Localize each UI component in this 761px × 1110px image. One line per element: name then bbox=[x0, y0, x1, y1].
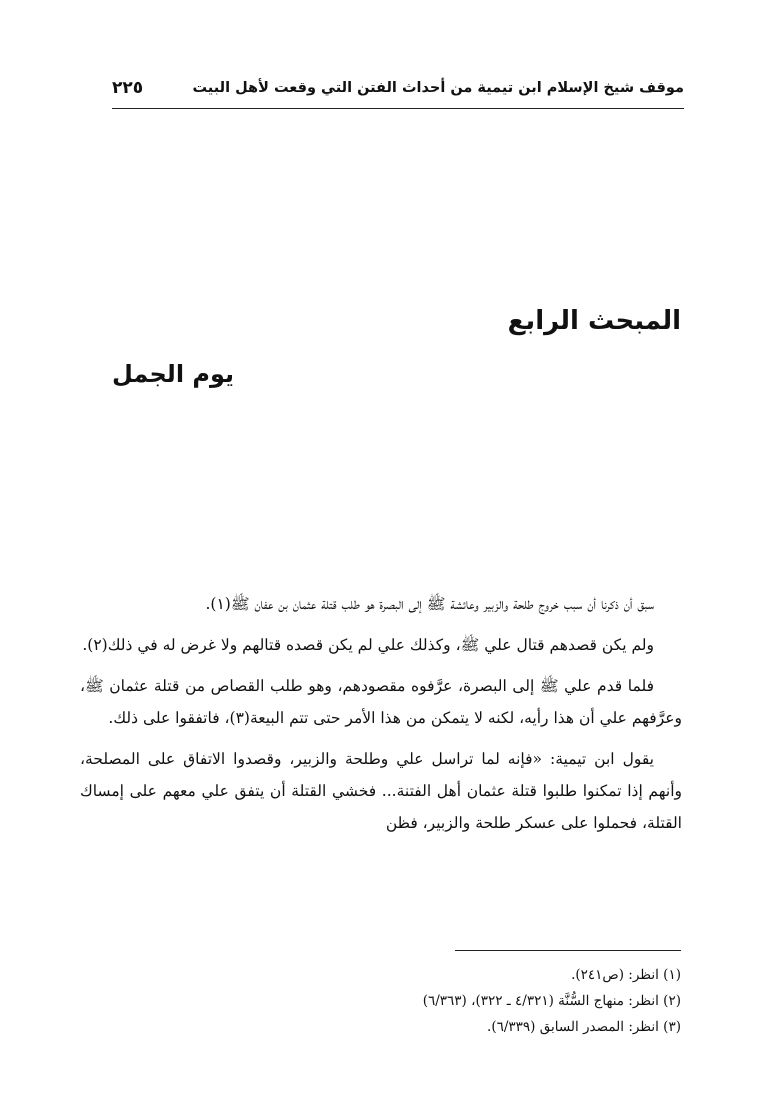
body-text bbox=[80, 588, 682, 848]
footnote-separator bbox=[455, 950, 681, 951]
paragraph: ولم يكن قصدهم قتال علي ﷺ، وكذلك علي لم يكن قصده قتالهم ولا غرض له في ذلك(٢). bbox=[82, 636, 654, 654]
paragraph: سبق أن ذكرنا أن سبب خروج طلحة والزبير وعائشة ﷺ إلى البصرة هو طلب قتلة عثمان بن عفان ﷺ(١). bbox=[205, 595, 654, 613]
footnote: (١) انظر: (ص٢٤١). bbox=[571, 967, 681, 983]
paragraph: يقول ابن تيمية: «فإنه لما تراسل علي وطلحة والزبير، وقصدوا الاتفاق على المصلحة، وأنهم إذا تمكنوا طلبوا قتلة عثمان أهل الفتنة... فخشي القتلة أن يتفق علي معهم على إمساك القتلة، فحملوا على عسكر طلحة والزبير، فظن bbox=[80, 750, 682, 832]
section-label: المبحث الرابع bbox=[507, 306, 681, 336]
page-header bbox=[112, 74, 684, 109]
footnote: (٢) انظر: منهاج السُّنَّة (٤/٣٢١ ـ ٣٢٢)، (٦/٣٦٣) bbox=[422, 993, 681, 1009]
page-number: ٢٢٥ bbox=[112, 78, 144, 98]
footnotes bbox=[121, 962, 681, 1040]
footnote: (٣) انظر: المصدر السابق (٦/٣٣٩). bbox=[487, 1019, 681, 1035]
paragraph: فلما قدم علي ﷺ إلى البصرة، عرَّفوه مقصودهم، وهو طلب القصاص من قتلة عثمان ﷺ، وعرَّفهم علي أن هذا رأيه، لكنه لا يتمكن من هذا الأمر حتى تتم البيعة(٣)، فاتفقوا على ذلك. bbox=[80, 677, 682, 727]
running-title: موقف شيخ الإسلام ابن تيمية من أحداث الفتن التي وقعت لأهل البيت bbox=[192, 80, 684, 96]
chapter-title: يوم الجمل bbox=[112, 360, 235, 388]
